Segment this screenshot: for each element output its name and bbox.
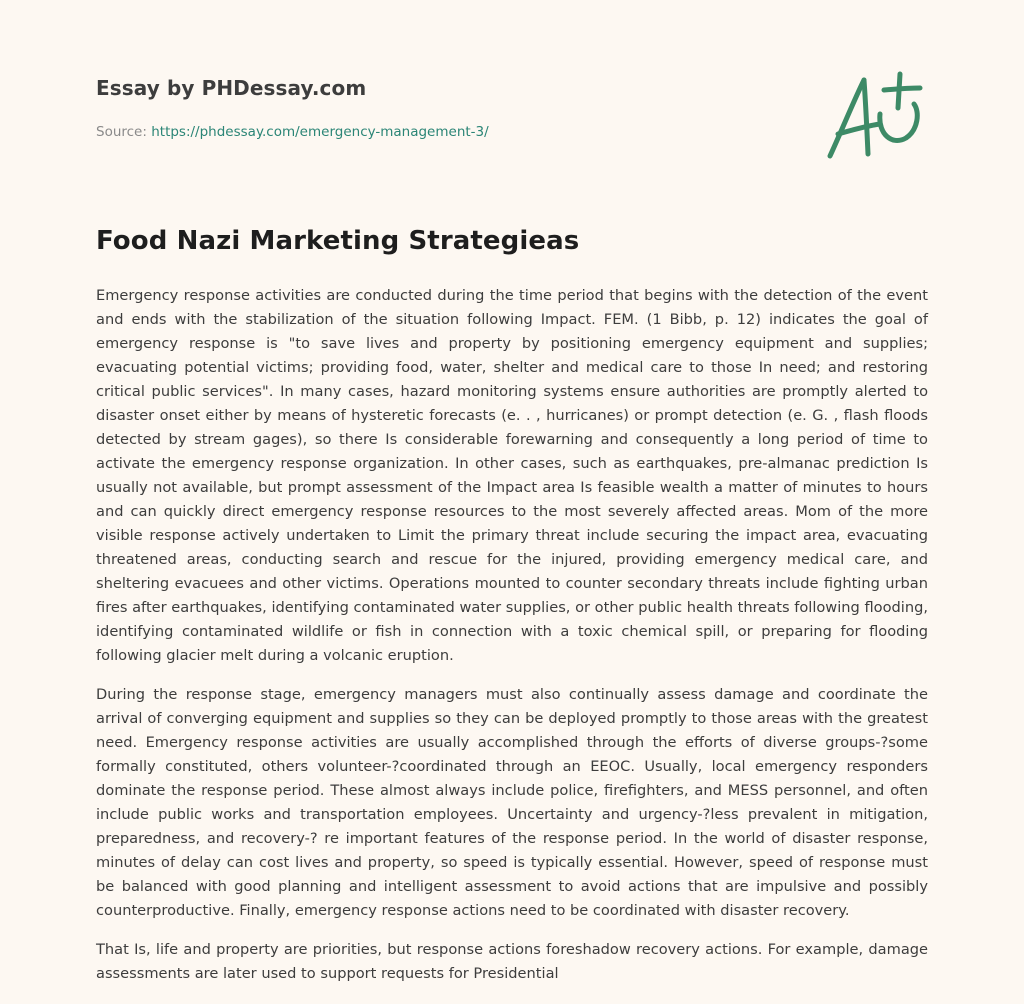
paragraph: During the response stage, emergency managers must also continually assess damage and coordinate the arrival of converging equipment and supplies so they can be deployed promptly to those areas with the greatest need. Emergency response activities are usually accomplished through the efforts of diverse groups-?some formally constituted, others volunteer-?coordinated through an EEOC. Usually, local emergency responders dominate the response period. These almost always include police, firefighters, and MESS personnel, and often include public works and transportation employees. Uncertainty and urgency-?less prevalent in mitigation, preparedness, and recovery-? re important features of the response period. In the world of disaster response, minutes of delay can cost lives and property, so speed is typically essential. However, speed of response must be balanced with good planning and intelligent assessment to avoid actions that are impulsive and possibly counterproductive. Finally, emergency response actions need to be coordinated with disaster recovery. <box>96 686 928 919</box>
source-label: Source: <box>96 124 152 140</box>
a-plus-grade-icon <box>820 68 930 164</box>
header <box>96 76 796 140</box>
paragraph: That Is, life and property are priorities, but response actions foreshadow recovery actions. For example, damage assessments are later used to support requests for Presidential <box>96 941 928 982</box>
essay-title: Food Nazi Marketing Strategieas <box>96 226 580 256</box>
essay-body <box>96 284 928 1001</box>
source-link[interactable]: https://phdessay.com/emergency-management-3/ <box>151 124 489 140</box>
source-line <box>96 124 796 140</box>
paragraph: Emergency response activities are conducted during the time period that begins with the detection of the event and ends with the stabilization of the situation following Impact. FEM. (1 Bibb, p. 12) indicates the goal of emergency response is "to save lives and property by positioning emergency equipment and supplies; evacuating potential victims; providing food, water, shelter and medical care to those In need; and restoring critical public services". In many cases, hazard monitoring systems ensure authorities are promptly alerted to disaster onset either by means of hysteretic forecasts (e. . , hurricanes) or prompt detection (e. G. , flash floods detected by stream gages), so there Is considerable forewarning and consequently a long period of time to activate the emergency response organization. In other cases, such as earthquakes, pre-almanac prediction Is usually not available, but prompt assessment of the Impact area Is feasible wealth a matter of minutes to hours and can quickly direct emergency response resources to the most severely affected areas. Mom of the more visible response actively undertaken to Limit the primary threat include securing the impact area, evacuating threatened areas, conducting search and rescue for the injured, providing emergency medical care, and sheltering evacuees and other victims. Operations mounted to counter secondary threats include fighting urban fires after earthquakes, identifying contaminated water supplies, or other public health threats following flooding, identifying contaminated wildlife or fish in connection with a toxic chemical spill, or preparing for flooding following glacier melt during a volcanic eruption. <box>96 287 928 664</box>
site-brand: Essay by PHDessay.com <box>96 76 367 100</box>
